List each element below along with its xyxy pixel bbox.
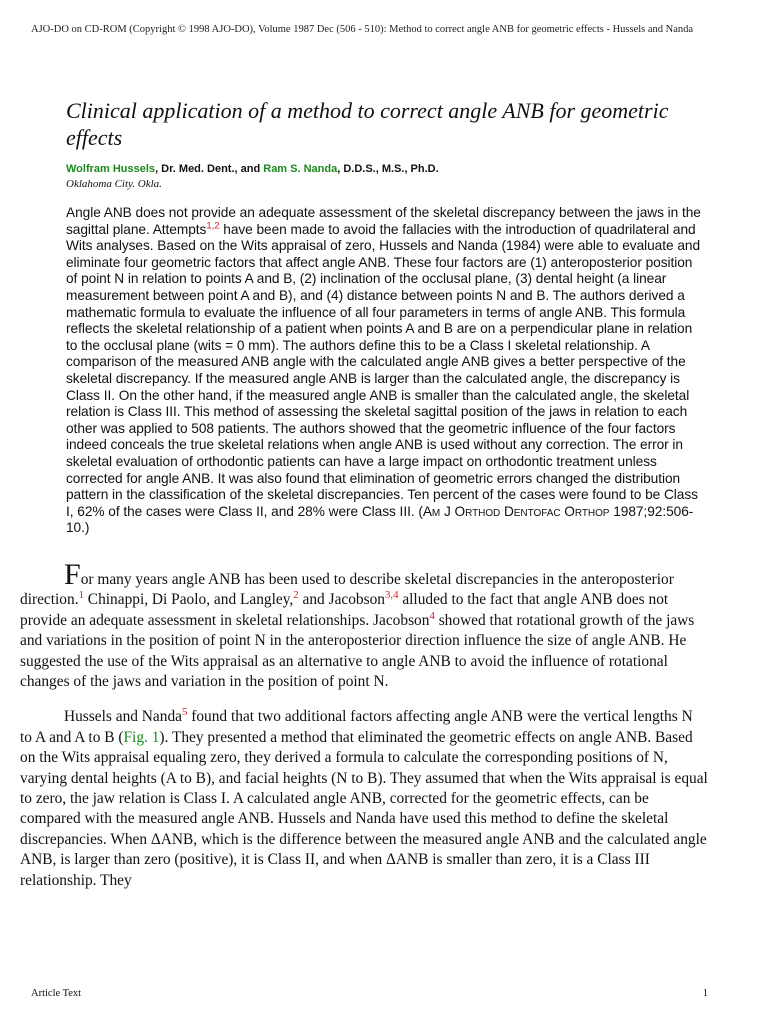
affiliation: Oklahoma City. Okla. — [66, 178, 162, 190]
abstract-text-1: Angle ANB does not provide an adequate assessment of the skeletal discrepancy between the jaws in the sagittal plane. Attempts — [66, 205, 701, 237]
body-paragraph — [20, 558, 708, 692]
reference-link[interactable]: 2 — [293, 589, 299, 602]
citation: 1987;92:506-10.) — [66, 503, 694, 536]
body-text: alluded to the fact that angle ANB does not provide an adequate assessment in skeletal relationships. Jacobson — [20, 591, 669, 629]
reference-link[interactable]: 1,2 — [206, 220, 220, 232]
reference-link[interactable]: 5 — [181, 706, 188, 719]
body-text: showed that rotational growth of the jaws and variations in the position of point N in the anteroposterior direction influence the size of angle ANB. He suggested the use of the Wits appraisal as an alternative to angle ANB to avoid the influence of rotational changes of the jaws and variation in the position of point N. — [20, 611, 695, 691]
body-text: Chinappi, Di Paolo, and Langley, — [83, 591, 294, 609]
drop-cap: F — [64, 558, 81, 591]
reference-link[interactable]: 1 — [78, 589, 84, 602]
author-degree-2: , D.D.S., M.S., Ph.D. — [337, 163, 439, 175]
body-text: and Jacobson — [298, 591, 385, 609]
body-text: Hussels and Nanda — [64, 708, 182, 726]
figure-link[interactable]: Fig. 1 — [123, 728, 160, 746]
reference-link[interactable]: 4 — [429, 609, 435, 622]
page-header: AJO-DO on CD-ROM (Copyright © 1998 AJO-DO), Volume 1987 Dec (506 - 510): Method to correct angle ANB for geometric effects - Hussels and Nanda — [31, 24, 694, 35]
body-text: ). They presented a method that eliminated the geometric effects on angle ANB. Based on the Wits appraisal equaling zero, they derived a formula to calculate the corresponding positions of N, varying dental heights (A to B), and facial heights (N to B). They assumed that when the Wits appraisal is equal to zero, the jaw relation is Class I. A calculated angle ANB, corrected for the geometric effects, can be compared with the measured angle ANB. Hussels and Nanda have used this method to define the skeletal discrepancies. When ΔANB, which is the difference between the measured angle ANB and the calculated angle ANB, is larger than zero (positive), it is Class II, and when ΔANB is smaller than zero, it is a Class III relationship. They — [20, 728, 708, 889]
article-body — [20, 558, 708, 906]
author-link-nanda[interactable]: Ram S. Nanda — [263, 163, 338, 175]
author-line — [66, 163, 716, 175]
body-text: found that two additional factors affecting angle ANB were the vertical lengths N to A and A to B ( — [20, 708, 693, 746]
page-number: 1 — [702, 988, 708, 999]
author-degree-1: , Dr. Med. Dent., and — [155, 163, 264, 175]
abstract-text-2: have been made to avoid the fallacies with the introduction of quadrilateral and Wits analyses. Based on the Wits appraisal of zero, Hussels and Nanda (1984) were able to evaluate and eliminate four geometric factors that affect angle ANB. These four factors are (1) anteroposterior position of point N in relation to points A and B, (2) inclination of the occlusal plane, (3) dental height (a linear measurement between point A and B), and (4) distance between points N and B. The authors derived a mathematic formula to evaluate the influence of all four parameters in terms of angle ANB. This formula reflects the skeletal relationship of a patient when points A and B are on a perpendicular plane in relation to the occlusal plane (wits = 0 mm). The authors define this to be a Class I skeletal relationship. A comparison of the measured ANB angle with the calculated angle ANB gives a better perspective of the skeletal discrepancy. If the measured angle ANB is larger than the calculated angle, the discrepancy is Class II. On the other hand, if the measured angle ANB is smaller than the calculated angle, the skeletal relation is Class III. This method of assessing the skeletal sagittal position of the jaws in relation to each other was applied to 508 patients. The authors showed that the geometric influence of the four factors indeed conceals the true skeletal relations when angle ANB is used without any correction. The error in skeletal evaluation of orthodontic patients can have a large impact on orthodontic treatment unless corrected for angle ANB. It was also found that elimination of geometric errors changed the distribution pattern in the classification of the skeletal discrepancies. Ten percent of the cases were found to be Class I, 62% of the cases were Class II, and 28% were Class III. ( — [66, 221, 701, 519]
body-paragraph — [20, 707, 708, 891]
reference-link[interactable]: 3,4 — [385, 589, 399, 602]
article-title: Clinical application of a method to correct angle ANB for geometric effects — [66, 98, 669, 150]
body-text: or many years angle ANB has been used to describe skeletal discrepancies in the anteroposterior direction. — [20, 571, 674, 609]
author-link-hussels[interactable]: Wolfram Hussels — [66, 163, 156, 175]
footer-label: Article Text — [31, 988, 82, 999]
abstract — [66, 205, 703, 537]
journal-name: Am J Orthod Dentofac Orthop — [422, 503, 610, 519]
